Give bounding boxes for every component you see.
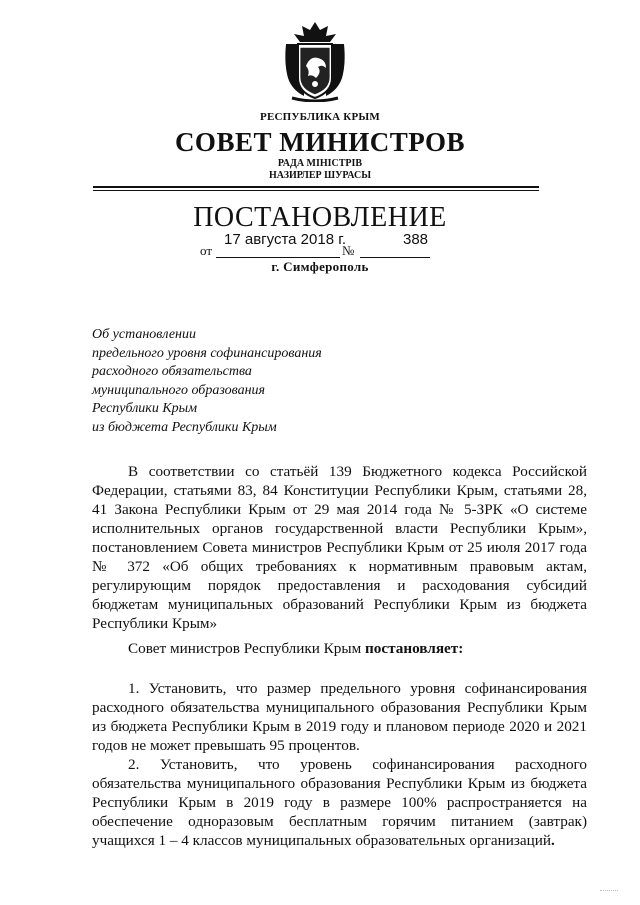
- decree-city: г. Симферополь: [271, 259, 369, 274]
- council-name: СОВЕТ МИНИСТРОВ: [174, 127, 466, 157]
- republic-name: РЕСПУБЛИКА КРЫМ: [260, 111, 380, 123]
- clause-2: [92, 755, 587, 850]
- clause-2-end: .: [550, 832, 555, 849]
- coat-of-arms-icon: [282, 20, 348, 102]
- date-underline: [216, 257, 340, 258]
- number-underline: [360, 257, 430, 258]
- subject-line: из бюджета Республики Крым: [92, 419, 277, 435]
- decree-date: 17 августа 2018 г.: [224, 231, 347, 248]
- preamble-paragraph: В соответствии со статьёй 139 Бюджетного кодекса Российской Федерации, статьями 83, 84 Конституции Республики Крым, статьями 28, 41 Закона Республики Крым от 29 мая 2014 года № 5-ЗРК «О системе исполнительных органов государственной власти Республики Крым», постановлением Совета министров Республики Крым от 25 июля 2017 года № 372 «Об общих требованиях к нормативным правовым актам, регулирующим порядок предоставления и расходования субсидий бюджетам муниципальных образований Республики Крым из бюджета Республики Крым»: [92, 463, 587, 632]
- decree-title: ПОСТАНОВЛЕНИЕ: [193, 202, 447, 233]
- subject-line: муниципального образования: [92, 382, 266, 398]
- clause-1: 1. Установить, что размер предельного уровня софинансирования расходного обязательства муниципального образования Республики Крым из бюджета Республики Крым в 2019 году и плановом периоде 2020 и 2021 годов не может превышать 95 процентов.: [92, 680, 587, 754]
- header-divider-thin: [93, 190, 539, 191]
- scan-mark: [600, 890, 618, 897]
- decree-subject: [92, 326, 412, 437]
- subject-line: Республики Крым: [92, 401, 198, 416]
- clause-2-text: 2. Установить, что уровень софинансирования расходного обязательства муниципального образования Республики Крым из бюджета Республики Крым в 2019 году в размере 100% распространяется на обеспечение одноразовым бесплатным горячим питанием (завтрак) учащихся 1 – 4 классов муниципальных образовательных организаций: [92, 756, 587, 849]
- subject-line: Об установлении: [92, 327, 196, 342]
- decree-number: 388: [403, 231, 429, 248]
- council-name-crh: НАЗИРЛЕР ШУРАСЫ: [268, 170, 372, 181]
- decree-date-line: [0, 233, 640, 261]
- council-name-ua: РАДА МІНІСТРІВ: [277, 158, 363, 169]
- header-divider: [93, 186, 539, 188]
- from-label: от: [200, 243, 213, 258]
- number-label: №: [342, 243, 355, 258]
- resolution-paragraph: [92, 639, 587, 658]
- subject-line: предельного уровня софинансирования: [92, 345, 322, 361]
- subject-line: расходного обязательства: [92, 364, 252, 379]
- resolution-lead: Совет министров Республики Крым: [128, 640, 366, 657]
- resolution-verb: постановляет:: [365, 640, 464, 657]
